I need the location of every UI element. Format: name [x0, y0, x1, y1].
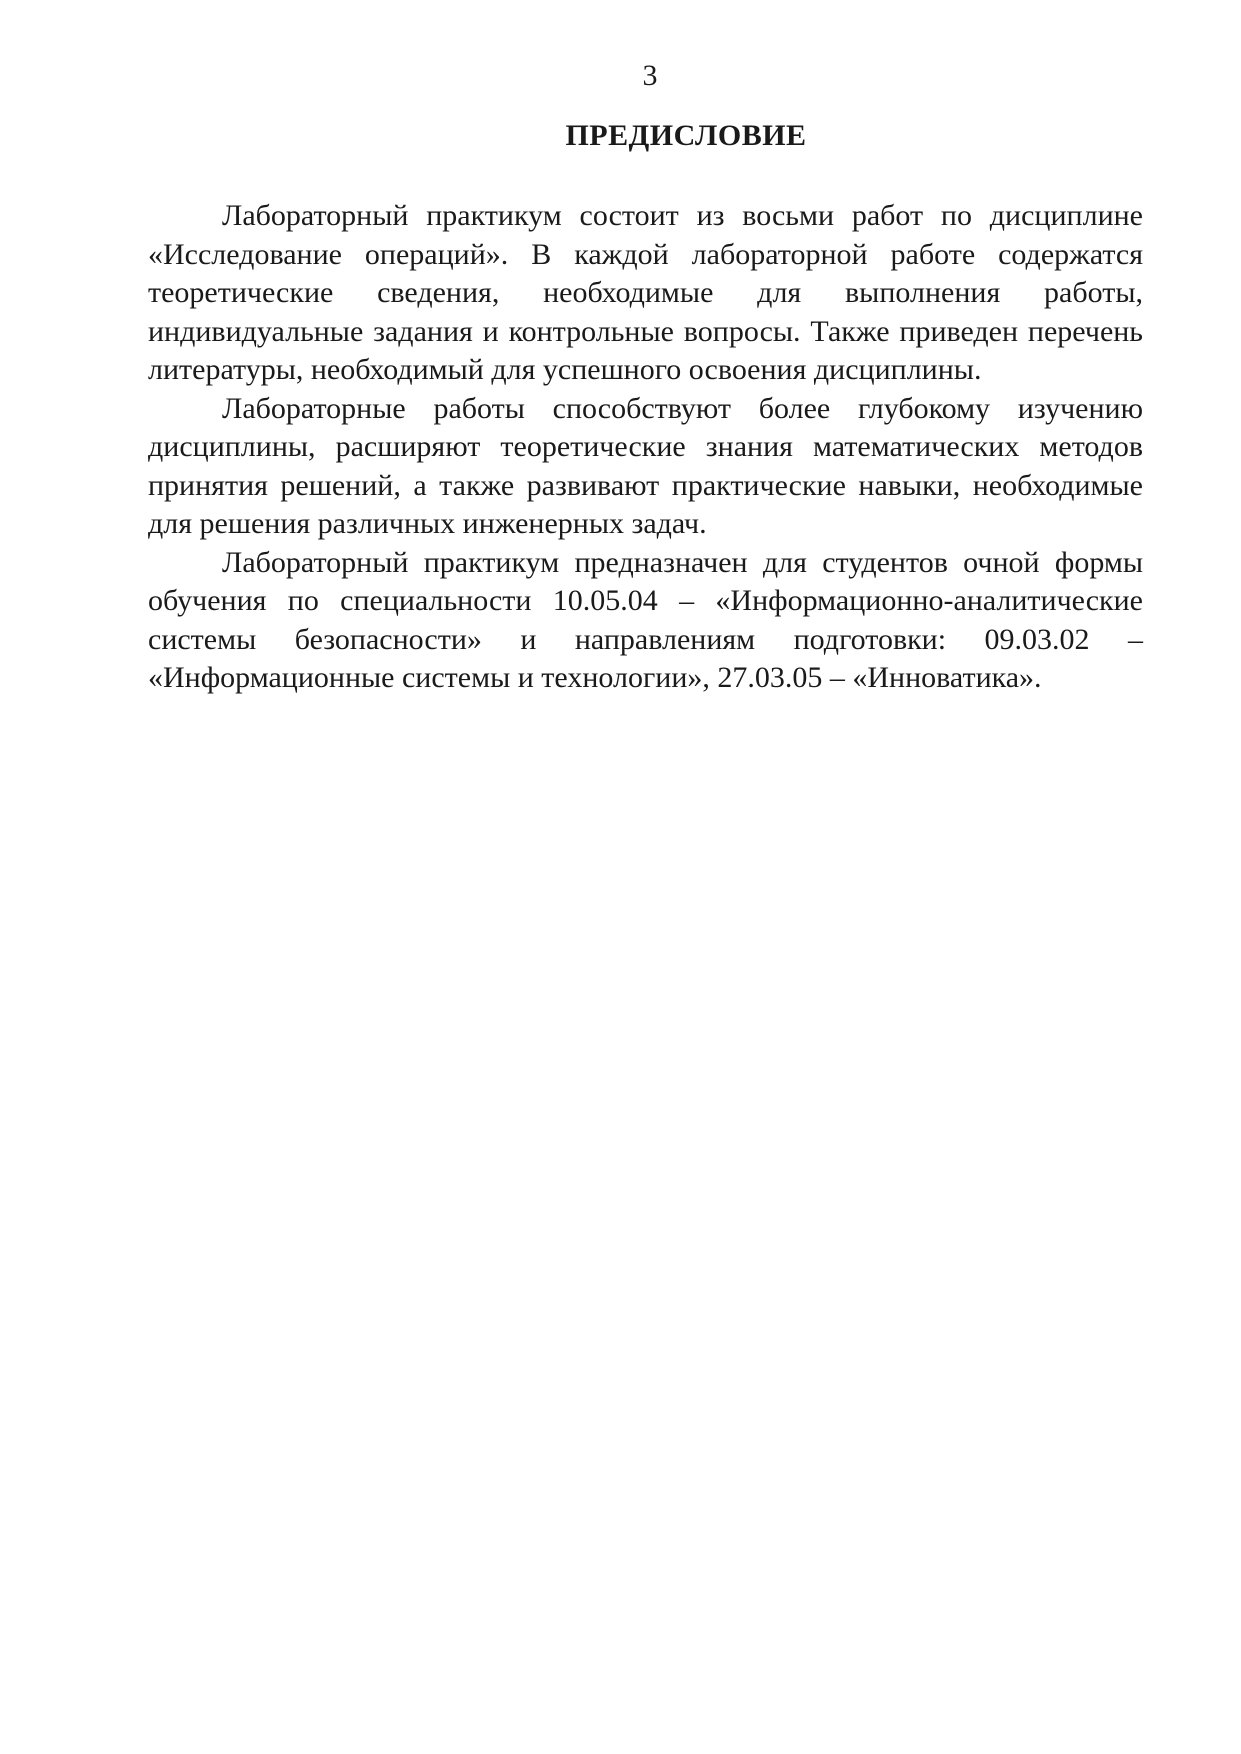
paragraph-2: Лабораторные работы способствуют более глубокому изучению дисциплины, расширяют теоретические знания математических методов принятия решений, а также развивают практические навыки, необходимые для решения различных инженерных задач.	[148, 391, 1143, 540]
page-number: 3	[642, 59, 658, 92]
section-heading: ПРЕДИСЛОВИЕ	[565, 119, 807, 152]
paragraph-3: Лабораторный практикум предназначен для студентов очной формы обучения по специальности 10.05.04 – «Информационно-аналитические системы безопасности» и направлениям подготовки: 09.03.02 – «Информационные системы и технологии», 27.03.05 – «Инноватика».	[148, 545, 1143, 694]
paragraph-1: Лабораторный практикум состоит из восьми работ по дисциплине «Исследование операций». В каждой лабораторной работе содержатся теоретические сведения, необходимые для выполнения работы, индивидуальные задания и контрольные вопросы. Также приведен перечень литературы, необходимый для успешного освоения дисциплины.	[148, 199, 1143, 386]
body-text	[148, 197, 1143, 698]
